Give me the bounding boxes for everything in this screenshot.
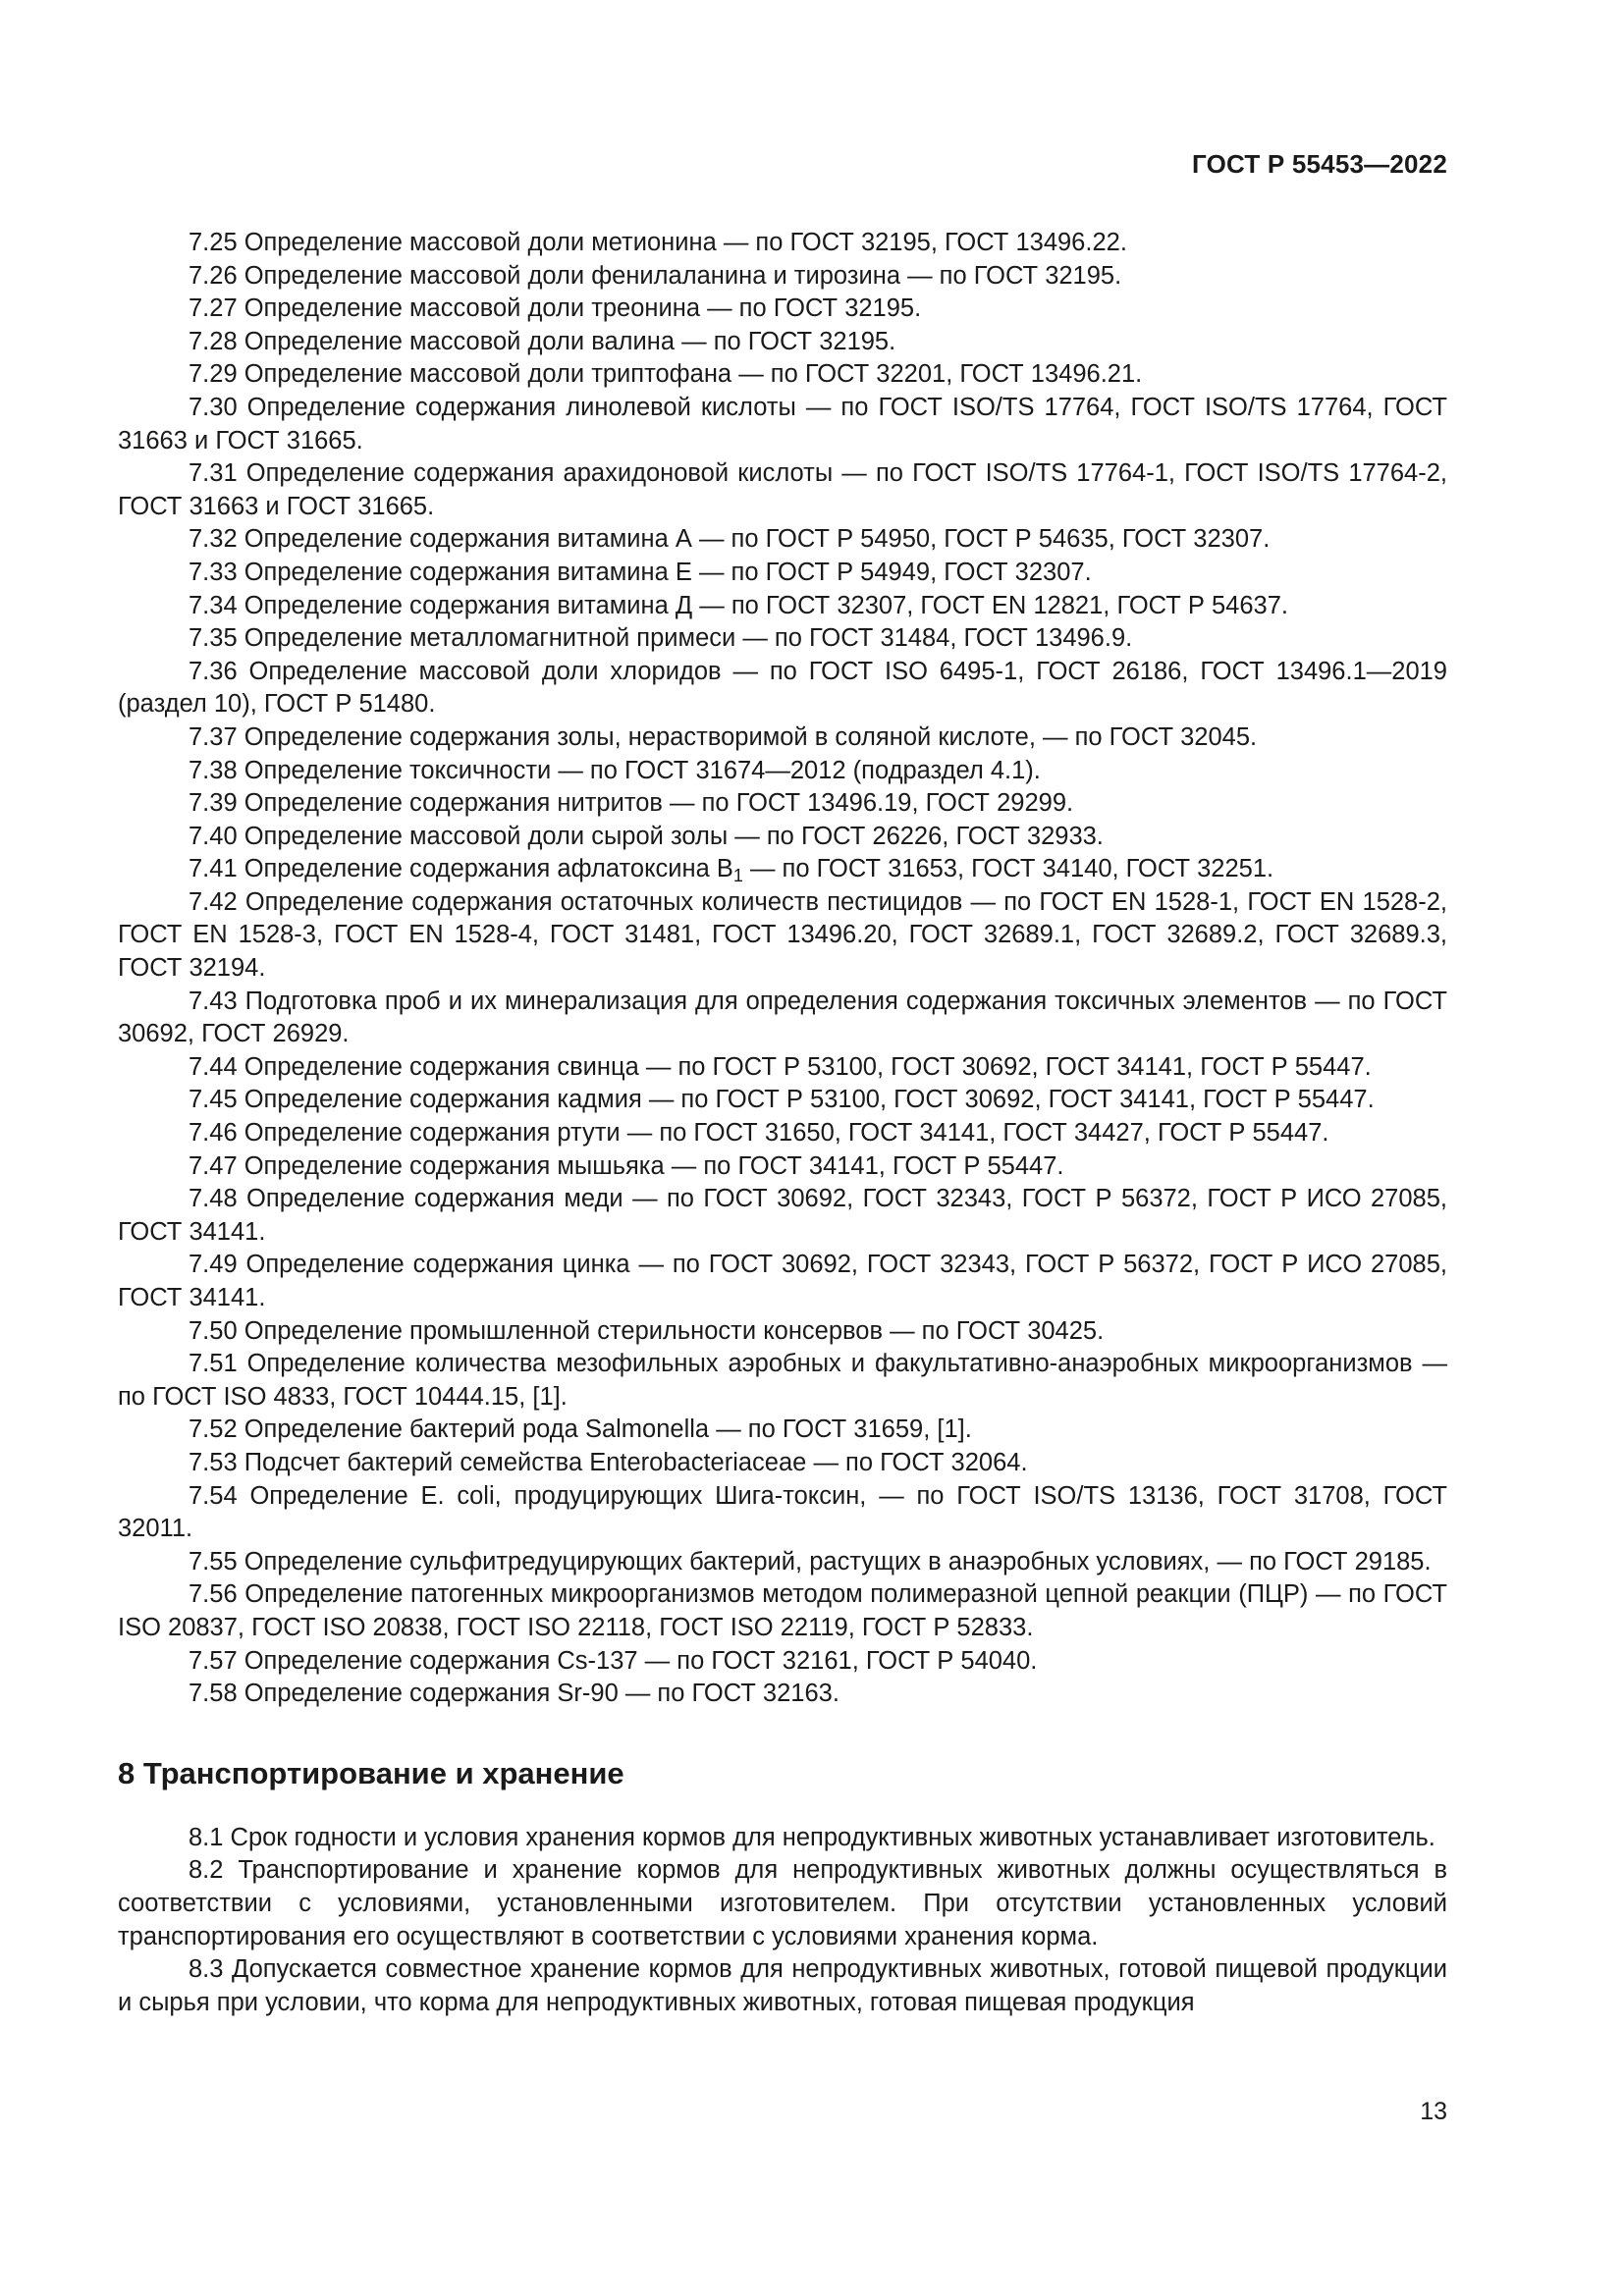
clause-7-41-text: 7.41 Определение содержания афлатоксина B <box>189 855 733 883</box>
clause-7-36: 7.36 Определение массовой доли хлоридов — по ГОСТ ISO 6495-1, ГОСТ 26186, ГОСТ 13496.1—2019 (раздел 10), ГОСТ Р 51480. <box>118 657 1447 719</box>
clause-7-25: 7.25 Определение массовой доли метионина — по ГОСТ 32195, ГОСТ 13496.22. <box>189 229 1127 256</box>
page-number: 13 <box>1420 2098 1447 2125</box>
clause-7-32: 7.32 Определение содержания витамина А — по ГОСТ Р 54950, ГОСТ Р 54635, ГОСТ 32307. <box>189 525 1271 554</box>
clause-7-41-subscript: 1 <box>732 866 743 886</box>
clause-7-49: 7.49 Определение содержания цинка — по ГОСТ 30692, ГОСТ 32343, ГОСТ Р 56372, ГОСТ Р ИСО 27085, ГОСТ 34141. <box>118 1251 1447 1311</box>
clause-7-41 <box>118 853 1447 886</box>
clause-7-35: 7.35 Определение металломагнитной примеси — по ГОСТ 31484, ГОСТ 13496.9. <box>189 624 1133 653</box>
document-code: ГОСТ Р 55453—2022 <box>1192 149 1447 179</box>
clause-7-58: 7.58 Определение содержания Sr-90 — по ГОСТ 32163. <box>189 1680 839 1708</box>
clause-7-41-text-end: — по ГОСТ 31653, ГОСТ 34140, ГОСТ 32251. <box>742 855 1274 883</box>
clause-7-57: 7.57 Определение содержания Cs-137 — по ГОСТ 32161, ГОСТ Р 54040. <box>189 1646 1038 1675</box>
clause-7-52: 7.52 Определение бактерий рода Salmonella — по ГОСТ 31659, [1]. <box>189 1415 972 1444</box>
clause-7-43: 7.43 Подготовка проб и их минерализация для определения содержания токсичных элементов — по ГОСТ 30692, ГОСТ 26929. <box>118 987 1447 1048</box>
section-8-heading: 8 Транспортирование и хранение <box>118 1755 624 1790</box>
clause-7-42: 7.42 Определение содержания остаточных количеств пестицидов — по ГОСТ EN 1528-1, ГОСТ EN 1528-2, ГОСТ EN 1528-3, ГОСТ EN 1528-4, ГОСТ 31481, ГОСТ 13496.20, ГОСТ 32689.1, ГОСТ 32689.2, ГОСТ 32689.3, ГОСТ 32194. <box>118 887 1447 983</box>
clause-7-55: 7.55 Определение сульфитредуцирующих бактерий, растущих в анаэробных условиях, — по ГОСТ 29185. <box>189 1547 1432 1575</box>
clause-7-37: 7.37 Определение содержания золы, нерастворимой в соляной кислоте, — по ГОСТ 32045. <box>189 722 1258 751</box>
clause-7-38: 7.38 Определение токсичности — по ГОСТ 31674—2012 (подраздел 4.1). <box>189 756 1041 784</box>
clause-8-3: 8.3 Допускается совместное хранение кормов для непродуктивных животных, готовой пищевой продукции и сырья при условии, что корма для непродуктивных животных, готовая пищевая продукция <box>118 1955 1447 2016</box>
document-body <box>118 227 1447 2019</box>
clause-7-26: 7.26 Определение массовой доли фенилаланина и тирозина — по ГОСТ 32195. <box>189 261 1122 290</box>
clause-7-40: 7.40 Определение массовой доли сырой золы — по ГОСТ 26226, ГОСТ 32933. <box>189 822 1104 850</box>
clause-7-34: 7.34 Определение содержания витамина Д — по ГОСТ 32307, ГОСТ EN 12821, ГОСТ Р 54637. <box>189 591 1288 619</box>
clause-7-47: 7.47 Определение содержания мышьяка — по ГОСТ 34141, ГОСТ Р 55447. <box>189 1151 1064 1180</box>
clause-8-1: 8.1 Срок годности и условия хранения кормов для непродуктивных животных устанавливает изготовитель. <box>189 1823 1435 1851</box>
clause-8-2: 8.2 Транспортирование и хранение кормов для непродуктивных животных должны осуществляться в соответствии с условиями, установленными изготовителем. При отсутствии установленных условий транспортирования его осуществляют в соответствии с условиями хранения корма. <box>118 1856 1447 1950</box>
clause-7-31: 7.31 Определение содержания арахидоновой кислоты — по ГОСТ ISO/TS 17764-1, ГОСТ ISO/TS 17764-2, ГОСТ 31663 и ГОСТ 31665. <box>118 459 1447 520</box>
clause-7-46: 7.46 Определение содержания ртути — по ГОСТ 31650, ГОСТ 34141, ГОСТ 34427, ГОСТ Р 55447. <box>189 1119 1329 1148</box>
clause-7-28: 7.28 Определение массовой доли валина — по ГОСТ 32195. <box>189 327 896 355</box>
clause-7-45: 7.45 Определение содержания кадмия — по ГОСТ Р 53100, ГОСТ 30692, ГОСТ 34141, ГОСТ Р 55447. <box>189 1086 1375 1114</box>
clause-7-56: 7.56 Определение патогенных микроорганизмов методом полимеразной цепной реакции (ПЦР) — по ГОСТ ISO 20837, ГОСТ ISO 20838, ГОСТ ISO 22118, ГОСТ ISO 22119, ГОСТ Р 52833. <box>118 1580 1447 1641</box>
clause-7-27: 7.27 Определение массовой доли треонина — по ГОСТ 32195. <box>189 294 922 323</box>
clause-7-39: 7.39 Определение содержания нитритов — по ГОСТ 13496.19, ГОСТ 29299. <box>189 789 1074 818</box>
clause-7-50: 7.50 Определение промышленной стерильности консервов — по ГОСТ 30425. <box>189 1316 1105 1345</box>
clause-7-48: 7.48 Определение содержания меди — по ГОСТ 30692, ГОСТ 32343, ГОСТ Р 56372, ГОСТ Р ИСО 27085, ГОСТ 34141. <box>118 1185 1447 1246</box>
clause-7-54: 7.54 Определение E. coli, продуцирующих Шига-токсин, — по ГОСТ ISO/TS 13136, ГОСТ 31708, ГОСТ 32011. <box>118 1481 1447 1543</box>
clause-7-53: 7.53 Подсчет бактерий семейства Enterobacteriaceae — по ГОСТ 32064. <box>189 1448 1028 1476</box>
clause-7-29: 7.29 Определение массовой доли триптофана — по ГОСТ 32201, ГОСТ 13496.21. <box>189 360 1143 389</box>
clause-7-44: 7.44 Определение содержания свинца — по ГОСТ Р 53100, ГОСТ 30692, ГОСТ 34141, ГОСТ Р 55447. <box>189 1052 1372 1081</box>
clause-7-33: 7.33 Определение содержания витамина Е — по ГОСТ Р 54949, ГОСТ 32307. <box>189 558 1092 586</box>
clause-7-30: 7.30 Определение содержания линолевой кислоты — по ГОСТ ISO/TS 17764, ГОСТ ISO/TS 17764, ГОСТ 31663 и ГОСТ 31665. <box>118 393 1447 454</box>
clause-7-51: 7.51 Определение количества мезофильных аэробных и факультативно-анаэробных микроорганизмов — по ГОСТ ISO 4833, ГОСТ 10444.15, [1]. <box>118 1350 1447 1411</box>
